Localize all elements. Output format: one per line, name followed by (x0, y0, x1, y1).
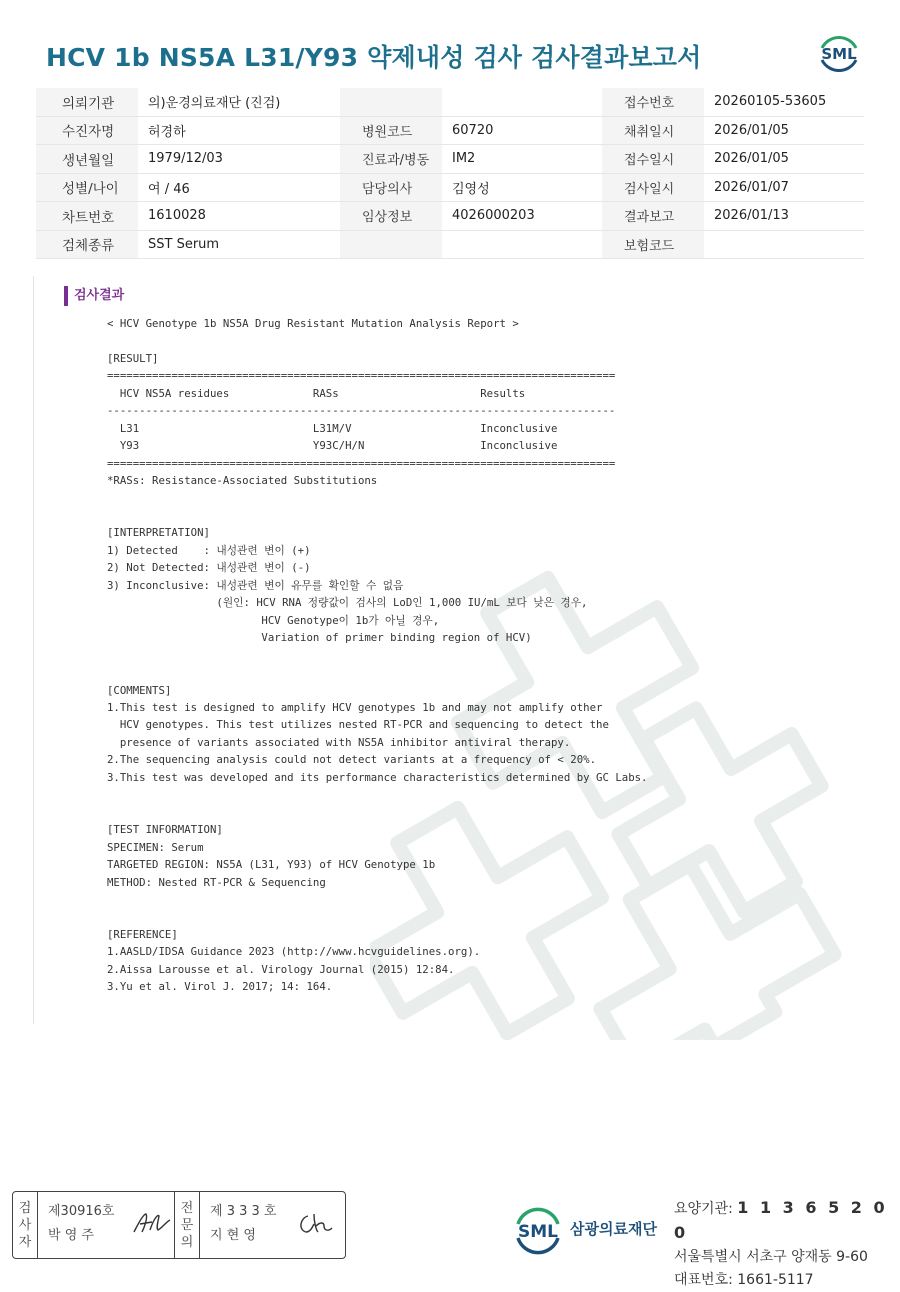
info-row (36, 173, 864, 202)
signature-box (12, 1191, 346, 1259)
info-row (36, 230, 864, 259)
footer-info (674, 1196, 900, 1292)
info-value: IM2 (442, 145, 602, 174)
sml-footer-logo (512, 1198, 564, 1256)
info-label: 검체종류 (36, 230, 138, 259)
info-label: 병원코드 (340, 116, 442, 145)
info-value: 2026/01/07 (704, 173, 864, 202)
info-value: 2026/01/05 (704, 116, 864, 145)
signature-scrawl-icon (294, 1210, 334, 1236)
signature-examiner (38, 1192, 175, 1258)
info-label: 결과보고 (602, 202, 704, 231)
specialist-name: 지 현 영 (210, 1228, 256, 1243)
signature-head-label: 검 사 자 (18, 1200, 32, 1250)
section-title-results: 검사결과 (64, 286, 124, 306)
info-value: 김영성 (442, 173, 602, 202)
info-label: 임상정보 (340, 202, 442, 231)
info-value: 4026000203 (442, 202, 602, 231)
info-label: 접수일시 (602, 145, 704, 174)
info-label: 검사일시 (602, 173, 704, 202)
info-label: 진료과/병동 (340, 145, 442, 174)
info-row (36, 145, 864, 174)
info-label: 차트번호 (36, 202, 138, 231)
patient-info-table (36, 88, 864, 259)
info-value (442, 88, 602, 116)
info-label: 접수번호 (602, 88, 704, 116)
info-value: SST Serum (138, 230, 340, 259)
left-margin-rule (33, 276, 34, 1024)
phone-label: 대표번호: (674, 1272, 738, 1288)
care-institution-label: 요양기관: (674, 1201, 738, 1217)
info-value: 2026/01/13 (704, 202, 864, 231)
info-row (36, 116, 864, 145)
info-row (36, 202, 864, 231)
sml-logo-text: SML (821, 45, 857, 63)
info-value: 의)운경의료재단 (진검) (138, 88, 340, 116)
info-label (340, 88, 442, 116)
footer-address: 서울특별시 서초구 양재동 9-60 (674, 1249, 868, 1265)
sml-footer-logo-text: SML (518, 1222, 558, 1242)
info-label: 보험코드 (602, 230, 704, 259)
info-value: 2026/01/05 (704, 145, 864, 174)
info-value: 허경하 (138, 116, 340, 145)
examiner-license: 제30916호 (48, 1204, 115, 1219)
info-label: 성별/나이 (36, 173, 138, 202)
info-label: 담당의사 (340, 173, 442, 202)
info-label: 수진자명 (36, 116, 138, 145)
info-value: 1610028 (138, 202, 340, 231)
info-value: 20260105-53605 (704, 88, 864, 116)
signature-scrawl-icon (132, 1210, 172, 1236)
info-value (704, 230, 864, 259)
phone-number: 1661-5117 (737, 1272, 814, 1288)
info-label: 의뢰기관 (36, 88, 138, 116)
info-label: 채취일시 (602, 116, 704, 145)
info-label (340, 230, 442, 259)
info-value: 여 / 46 (138, 173, 340, 202)
signature-specialist (200, 1192, 337, 1258)
foundation-name: 삼광의료재단 (570, 1220, 657, 1238)
signature-head-label: 전 문 의 (180, 1200, 194, 1250)
signature-head-specialist (175, 1192, 200, 1258)
info-label: 생년월일 (36, 145, 138, 174)
info-value: 60720 (442, 116, 602, 145)
result-report-text: < HCV Genotype 1b NS5A Drug Resistant Mutation Analysis Report > [RESULT] =============================================================================== HCV NS5A residues RASs Results ------------------------------------------------------------------------------- L31 L31M/V Inconclusive Y93 Y93C/H/N Inconclusive =============================================================================== *RASs: Resistance-Associated Substitutions [INTERPRETATION] 1) Detected : 내성관련 변이 (+) 2) Not Detected: 내성관련 변이 (-) 3) Inconclusive: 내성관련 변이 유무를 확인할 수 없음 (원인: HCV RNA 정량값이 검사의 LoD인 1,000 IU/mL 보다 낮은 경우, HCV Genotype이 1b가 아닐 경우, Variation of primer binding region of HCV) [COMMENTS] 1.This test is designed to amplify HCV genotypes 1b and may not amplify other HCV genotypes. This test utilizes nested RT-PCR and sequencing to detect the presence of variants associated with NS5A inhibitor antiviral therapy. 2.The sequencing analysis could not detect variants at a frequency of < 20%. 3.This test was developed and its performance characteristics determined by GC Labs. [TEST INFORMATION] SPECIMEN: Serum TARGETED REGION: NS5A (L31, Y93) of HCV Genotype 1b METHOD: Nested RT-PCR & Sequencing [REFERENCE] 1.AASLD/IDSA Guidance 2023 (http://www.hcvguidelines.org). 2.Aissa Larousse et al. Virology Journal (2015) 12:84. 3.Yu et al. Virol J. 2017; 14: 164. (107, 317, 648, 994)
signature-head-examiner (13, 1192, 38, 1258)
info-value (442, 230, 602, 259)
info-value: 1979/12/03 (138, 145, 340, 174)
info-row (36, 88, 864, 116)
care-institution-number: 1 1 3 6 5 2 0 0 (674, 1198, 888, 1242)
examiner-name: 박 영 주 (48, 1228, 94, 1243)
sml-logo (814, 28, 864, 78)
specialist-license: 제 3 3 3 호 (210, 1204, 277, 1219)
report-title: HCV 1b NS5A L31/Y93 약제내성 검사 검사결과보고서 (46, 43, 702, 72)
